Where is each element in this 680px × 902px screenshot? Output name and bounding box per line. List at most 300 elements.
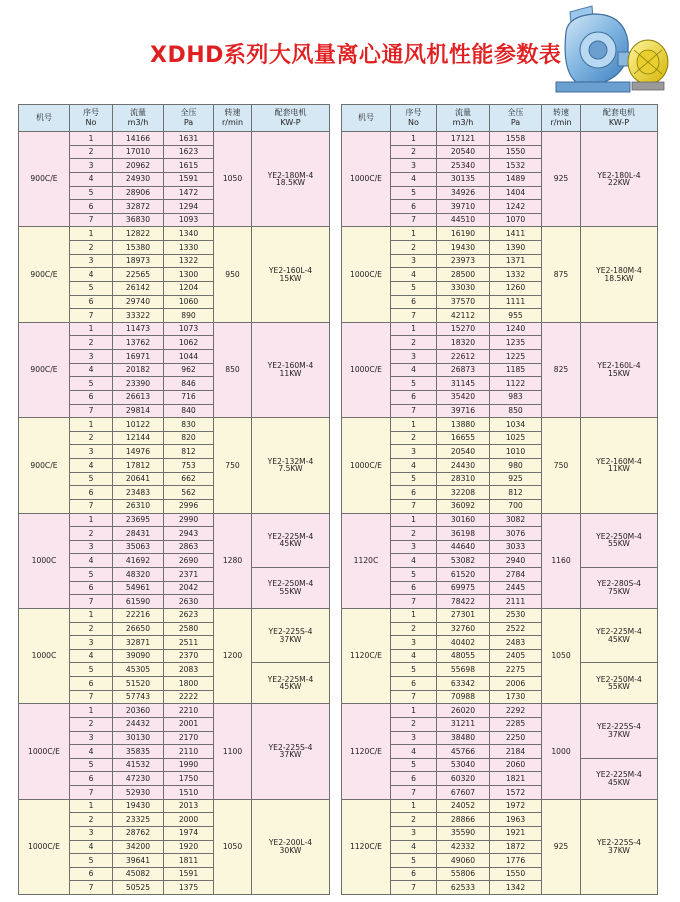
pressure-cell: 840 — [164, 404, 214, 418]
flow-cell: 20540 — [437, 445, 490, 459]
pressure-cell: 2285 — [490, 717, 542, 731]
pressure-cell: 1750 — [164, 772, 214, 786]
no-cell: 3 — [70, 731, 113, 745]
no-cell: 2 — [391, 717, 437, 731]
flow-cell: 19430 — [113, 799, 164, 813]
flow-cell: 39090 — [113, 649, 164, 663]
no-cell: 3 — [391, 254, 437, 268]
pressure-cell: 2405 — [490, 649, 542, 663]
header-speed: 转速 r/min — [542, 105, 581, 132]
flow-cell: 32872 — [113, 200, 164, 214]
pressure-cell: 2530 — [490, 608, 542, 622]
header-pressure: 全压 Pa — [164, 105, 214, 132]
performance-table-left — [18, 104, 330, 895]
pressure-cell: 1974 — [164, 826, 214, 840]
pressure-cell: 1185 — [490, 363, 542, 377]
motor-cell: YE2-200L-4 30KW — [252, 799, 330, 894]
flow-cell: 28906 — [113, 186, 164, 200]
flow-cell: 20641 — [113, 472, 164, 486]
motor-cell: YE2-180M-4 18.5KW — [581, 227, 658, 322]
no-cell: 4 — [70, 459, 113, 473]
no-cell: 1 — [70, 132, 113, 146]
pressure-cell: 1623 — [164, 145, 214, 159]
flow-cell: 31211 — [437, 717, 490, 731]
model-cell: 1000C/E — [342, 132, 391, 227]
pressure-cell: 716 — [164, 390, 214, 404]
no-cell: 4 — [70, 172, 113, 186]
no-cell: 1 — [391, 227, 437, 241]
no-cell: 2 — [70, 813, 113, 827]
no-cell: 1 — [70, 418, 113, 432]
speed-cell: 1200 — [214, 608, 252, 703]
pressure-cell: 2511 — [164, 636, 214, 650]
flow-cell: 33322 — [113, 309, 164, 323]
flow-cell: 26873 — [437, 363, 490, 377]
motor-cell: YE2-225M-4 45KW — [252, 513, 330, 568]
pressure-cell: 2943 — [164, 527, 214, 541]
no-cell: 6 — [391, 677, 437, 691]
speed-cell: 950 — [214, 227, 252, 322]
no-cell: 4 — [70, 554, 113, 568]
header-no: 序号 No — [70, 105, 113, 132]
flow-cell: 23390 — [113, 377, 164, 391]
table-row — [19, 132, 330, 146]
model-cell: 1000C/E — [342, 227, 391, 322]
no-cell: 7 — [391, 881, 437, 895]
flow-cell: 15380 — [113, 241, 164, 255]
flow-cell: 16655 — [437, 431, 490, 445]
pressure-cell: 1294 — [164, 200, 214, 214]
flow-cell: 35590 — [437, 826, 490, 840]
model-cell: 1000C/E — [342, 418, 391, 513]
flow-cell: 15270 — [437, 322, 490, 336]
model-cell: 1120C/E — [342, 704, 391, 799]
pressure-cell: 2522 — [490, 622, 542, 636]
flow-cell: 32871 — [113, 636, 164, 650]
no-cell: 7 — [70, 499, 113, 513]
flow-cell: 20962 — [113, 159, 164, 173]
no-cell: 6 — [70, 867, 113, 881]
no-cell: 1 — [70, 227, 113, 241]
no-cell: 2 — [391, 622, 437, 636]
pressure-cell: 2863 — [164, 540, 214, 554]
speed-cell: 1050 — [214, 132, 252, 227]
no-cell: 5 — [391, 377, 437, 391]
flow-cell: 17121 — [437, 132, 490, 146]
pressure-cell: 1990 — [164, 758, 214, 772]
pressure-cell: 846 — [164, 377, 214, 391]
pressure-cell: 983 — [490, 390, 542, 404]
flow-cell: 26310 — [113, 499, 164, 513]
pressure-cell: 1375 — [164, 881, 214, 895]
speed-cell: 1000 — [542, 704, 581, 799]
speed-cell: 1160 — [542, 513, 581, 608]
no-cell: 2 — [391, 145, 437, 159]
flow-cell: 53040 — [437, 758, 490, 772]
speed-cell: 750 — [542, 418, 581, 513]
table-row — [342, 608, 658, 622]
no-cell: 6 — [70, 390, 113, 404]
motor-cell: YE2-180M-4 18.5KW — [252, 132, 330, 227]
model-cell: 900C/E — [19, 132, 70, 227]
flow-cell: 26142 — [113, 281, 164, 295]
model-cell: 900C/E — [19, 322, 70, 417]
no-cell: 6 — [391, 200, 437, 214]
pressure-cell: 1920 — [164, 840, 214, 854]
no-cell: 5 — [391, 281, 437, 295]
flow-cell: 42112 — [437, 309, 490, 323]
pressure-cell: 1963 — [490, 813, 542, 827]
flow-cell: 50525 — [113, 881, 164, 895]
no-cell: 1 — [391, 322, 437, 336]
flow-cell: 20182 — [113, 363, 164, 377]
no-cell: 4 — [391, 363, 437, 377]
flow-cell: 28866 — [437, 813, 490, 827]
flow-cell: 44510 — [437, 213, 490, 227]
no-cell: 2 — [70, 431, 113, 445]
flow-cell: 41532 — [113, 758, 164, 772]
flow-cell: 55806 — [437, 867, 490, 881]
header-no: 序号 No — [391, 105, 437, 132]
pressure-cell: 2210 — [164, 704, 214, 718]
no-cell: 1 — [391, 799, 437, 813]
pressure-cell: 2001 — [164, 717, 214, 731]
pressure-cell: 890 — [164, 309, 214, 323]
speed-cell: 750 — [214, 418, 252, 513]
flow-cell: 17812 — [113, 459, 164, 473]
speed-cell: 925 — [542, 132, 581, 227]
flow-cell: 61590 — [113, 595, 164, 609]
no-cell: 1 — [70, 322, 113, 336]
pressure-cell: 2483 — [490, 636, 542, 650]
speed-cell: 875 — [542, 227, 581, 322]
no-cell: 5 — [70, 663, 113, 677]
flow-cell: 62533 — [437, 881, 490, 895]
no-cell: 3 — [70, 540, 113, 554]
flow-cell: 31145 — [437, 377, 490, 391]
pressure-cell: 1558 — [490, 132, 542, 146]
no-cell: 4 — [391, 554, 437, 568]
flow-cell: 18973 — [113, 254, 164, 268]
motor-cell: YE2-160L-4 15KW — [252, 227, 330, 322]
pressure-cell: 2275 — [490, 663, 542, 677]
table-row — [19, 608, 330, 622]
flow-cell: 47230 — [113, 772, 164, 786]
pressure-cell: 1489 — [490, 172, 542, 186]
no-cell: 7 — [391, 595, 437, 609]
motor-cell: YE2-250M-4 55KW — [581, 663, 658, 704]
pressure-cell: 850 — [490, 404, 542, 418]
flow-cell: 23695 — [113, 513, 164, 527]
no-cell: 6 — [70, 200, 113, 214]
no-cell: 2 — [391, 813, 437, 827]
pressure-cell: 1550 — [490, 867, 542, 881]
no-cell: 6 — [391, 581, 437, 595]
flow-cell: 57743 — [113, 690, 164, 704]
flow-cell: 39641 — [113, 854, 164, 868]
flow-cell: 29814 — [113, 404, 164, 418]
flow-cell: 24432 — [113, 717, 164, 731]
table-row — [19, 227, 330, 241]
pressure-cell: 2630 — [164, 595, 214, 609]
motor-cell: YE2-250M-4 55KW — [252, 568, 330, 609]
pressure-cell: 812 — [164, 445, 214, 459]
pressure-cell: 1122 — [490, 377, 542, 391]
pressure-cell: 1093 — [164, 213, 214, 227]
pressure-cell: 1472 — [164, 186, 214, 200]
motor-cell: YE2-180L-4 22KW — [581, 132, 658, 227]
no-cell: 1 — [70, 799, 113, 813]
pressure-cell: 1821 — [490, 772, 542, 786]
model-cell: 1120C/E — [342, 608, 391, 703]
pressure-cell: 955 — [490, 309, 542, 323]
no-cell: 6 — [70, 295, 113, 309]
flow-cell: 28762 — [113, 826, 164, 840]
pressure-cell: 1070 — [490, 213, 542, 227]
flow-cell: 24430 — [437, 459, 490, 473]
flow-cell: 26613 — [113, 390, 164, 404]
flow-cell: 24052 — [437, 799, 490, 813]
no-cell: 1 — [391, 704, 437, 718]
flow-cell: 51520 — [113, 677, 164, 691]
flow-cell: 12144 — [113, 431, 164, 445]
pressure-cell: 1073 — [164, 322, 214, 336]
pressure-cell: 980 — [490, 459, 542, 473]
pressure-cell: 2222 — [164, 690, 214, 704]
no-cell: 7 — [391, 499, 437, 513]
flow-cell: 60320 — [437, 772, 490, 786]
flow-cell: 54961 — [113, 581, 164, 595]
flow-cell: 22565 — [113, 268, 164, 282]
header-model: 机号 — [342, 105, 391, 132]
no-cell: 5 — [391, 472, 437, 486]
pressure-cell: 2083 — [164, 663, 214, 677]
flow-cell: 12822 — [113, 227, 164, 241]
pressure-cell: 1872 — [490, 840, 542, 854]
no-cell: 4 — [70, 745, 113, 759]
no-cell: 3 — [391, 159, 437, 173]
flow-cell: 35420 — [437, 390, 490, 404]
pressure-cell: 3082 — [490, 513, 542, 527]
pressure-cell: 1235 — [490, 336, 542, 350]
flow-cell: 17010 — [113, 145, 164, 159]
no-cell: 7 — [391, 786, 437, 800]
pressure-cell: 812 — [490, 486, 542, 500]
flow-cell: 61520 — [437, 568, 490, 582]
pressure-cell: 2060 — [490, 758, 542, 772]
pressure-cell: 2111 — [490, 595, 542, 609]
header-motor: 配套电机 KW-P — [252, 105, 330, 132]
no-cell: 6 — [391, 772, 437, 786]
no-cell: 5 — [70, 854, 113, 868]
no-cell: 4 — [391, 649, 437, 663]
flow-cell: 45082 — [113, 867, 164, 881]
pressure-cell: 1322 — [164, 254, 214, 268]
model-cell: 1120C — [342, 513, 391, 608]
header-flow: 流量 m3/h — [437, 105, 490, 132]
pressure-cell: 562 — [164, 486, 214, 500]
pressure-cell: 753 — [164, 459, 214, 473]
pressure-cell: 1972 — [490, 799, 542, 813]
no-cell: 6 — [391, 867, 437, 881]
flow-cell: 23483 — [113, 486, 164, 500]
no-cell: 3 — [391, 350, 437, 364]
pressure-cell: 1025 — [490, 431, 542, 445]
flow-cell: 36830 — [113, 213, 164, 227]
table-row — [342, 799, 658, 813]
header-flow: 流量 m3/h — [113, 105, 164, 132]
flow-cell: 25340 — [437, 159, 490, 173]
no-cell: 1 — [391, 418, 437, 432]
model-cell: 900C/E — [19, 227, 70, 322]
pressure-cell: 2184 — [490, 745, 542, 759]
flow-cell: 26650 — [113, 622, 164, 636]
flow-cell: 78422 — [437, 595, 490, 609]
pressure-cell: 1811 — [164, 854, 214, 868]
flow-cell: 18320 — [437, 336, 490, 350]
motor-cell: YE2-225S-4 37KW — [252, 608, 330, 663]
centrifugal-fan-image — [548, 2, 672, 102]
no-cell: 4 — [391, 840, 437, 854]
pressure-cell: 3076 — [490, 527, 542, 541]
model-cell: 1000C/E — [19, 799, 70, 894]
flow-cell: 32208 — [437, 486, 490, 500]
pressure-cell: 1225 — [490, 350, 542, 364]
no-cell: 7 — [70, 595, 113, 609]
flow-cell: 23325 — [113, 813, 164, 827]
motor-cell: YE2-225M-4 45KW — [252, 663, 330, 704]
table-row — [19, 513, 330, 527]
no-cell: 1 — [391, 608, 437, 622]
flow-cell: 10122 — [113, 418, 164, 432]
no-cell: 2 — [70, 336, 113, 350]
pressure-cell: 1404 — [490, 186, 542, 200]
no-cell: 3 — [391, 445, 437, 459]
pressure-cell: 962 — [164, 363, 214, 377]
pressure-cell: 700 — [490, 499, 542, 513]
no-cell: 1 — [391, 132, 437, 146]
pressure-cell: 1550 — [490, 145, 542, 159]
flow-cell: 35063 — [113, 540, 164, 554]
no-cell: 7 — [391, 690, 437, 704]
header-motor: 配套电机 KW-P — [581, 105, 658, 132]
no-cell: 7 — [70, 690, 113, 704]
flow-cell: 13880 — [437, 418, 490, 432]
flow-cell: 26020 — [437, 704, 490, 718]
flow-cell: 11473 — [113, 322, 164, 336]
flow-cell: 34926 — [437, 186, 490, 200]
flow-cell: 23973 — [437, 254, 490, 268]
pressure-cell: 2170 — [164, 731, 214, 745]
header-row — [342, 105, 658, 132]
no-cell: 1 — [70, 704, 113, 718]
no-cell: 7 — [391, 213, 437, 227]
flow-cell: 14976 — [113, 445, 164, 459]
no-cell: 6 — [70, 486, 113, 500]
pressure-cell: 662 — [164, 472, 214, 486]
motor-cell: YE2-132M-4 7.5KW — [252, 418, 330, 513]
pressure-cell: 1332 — [490, 268, 542, 282]
pressure-cell: 2042 — [164, 581, 214, 595]
flow-cell: 53082 — [437, 554, 490, 568]
header-speed: 转速 r/min — [214, 105, 252, 132]
no-cell: 2 — [391, 241, 437, 255]
flow-cell: 28431 — [113, 527, 164, 541]
pressure-cell: 2371 — [164, 568, 214, 582]
pressure-cell: 2580 — [164, 622, 214, 636]
flow-cell: 45305 — [113, 663, 164, 677]
header-model: 机号 — [19, 105, 70, 132]
flow-cell: 20360 — [113, 704, 164, 718]
pressure-cell: 2370 — [164, 649, 214, 663]
flow-cell: 30160 — [437, 513, 490, 527]
flow-cell: 24930 — [113, 172, 164, 186]
pressure-cell: 1921 — [490, 826, 542, 840]
pressure-cell: 820 — [164, 431, 214, 445]
page-title: XDHD系列大风量离心通风机性能参数表 — [150, 43, 562, 68]
no-cell: 5 — [70, 377, 113, 391]
motor-cell: YE2-225S-4 37KW — [252, 704, 330, 799]
no-cell: 3 — [70, 350, 113, 364]
no-cell: 2 — [70, 527, 113, 541]
pressure-cell: 1591 — [164, 867, 214, 881]
speed-cell: 1050 — [542, 608, 581, 703]
pressure-cell: 2250 — [490, 731, 542, 745]
pressure-cell: 3033 — [490, 540, 542, 554]
flow-cell: 36198 — [437, 527, 490, 541]
table-row — [342, 322, 658, 336]
speed-cell: 825 — [542, 322, 581, 417]
pressure-cell: 1572 — [490, 786, 542, 800]
flow-cell: 35835 — [113, 745, 164, 759]
no-cell: 5 — [391, 758, 437, 772]
model-cell: 1000C/E — [19, 704, 70, 799]
no-cell: 7 — [70, 309, 113, 323]
no-cell: 2 — [70, 717, 113, 731]
pressure-cell: 2445 — [490, 581, 542, 595]
no-cell: 7 — [70, 213, 113, 227]
no-cell: 3 — [391, 731, 437, 745]
model-cell: 900C/E — [19, 418, 70, 513]
motor-cell: YE2-225S-4 37KW — [581, 799, 658, 894]
flow-cell: 70988 — [437, 690, 490, 704]
no-cell: 1 — [70, 608, 113, 622]
flow-cell: 22612 — [437, 350, 490, 364]
no-cell: 4 — [391, 172, 437, 186]
pressure-cell: 1800 — [164, 677, 214, 691]
table-row — [342, 704, 658, 718]
pressure-cell: 1340 — [164, 227, 214, 241]
model-cell: 1000C — [19, 513, 70, 608]
flow-cell: 32760 — [437, 622, 490, 636]
table-row — [19, 322, 330, 336]
flow-cell: 37570 — [437, 295, 490, 309]
flow-cell: 22216 — [113, 608, 164, 622]
flow-cell: 20540 — [437, 145, 490, 159]
no-cell: 3 — [70, 254, 113, 268]
pressure-cell: 1062 — [164, 336, 214, 350]
no-cell: 7 — [70, 786, 113, 800]
pressure-cell: 830 — [164, 418, 214, 432]
flow-cell: 34200 — [113, 840, 164, 854]
flow-cell: 14166 — [113, 132, 164, 146]
motor-cell: YE2-225M-4 45KW — [581, 608, 658, 663]
table-row — [342, 418, 658, 432]
flow-cell: 29740 — [113, 295, 164, 309]
pressure-cell: 1631 — [164, 132, 214, 146]
pressure-cell: 1010 — [490, 445, 542, 459]
pressure-cell: 1730 — [490, 690, 542, 704]
